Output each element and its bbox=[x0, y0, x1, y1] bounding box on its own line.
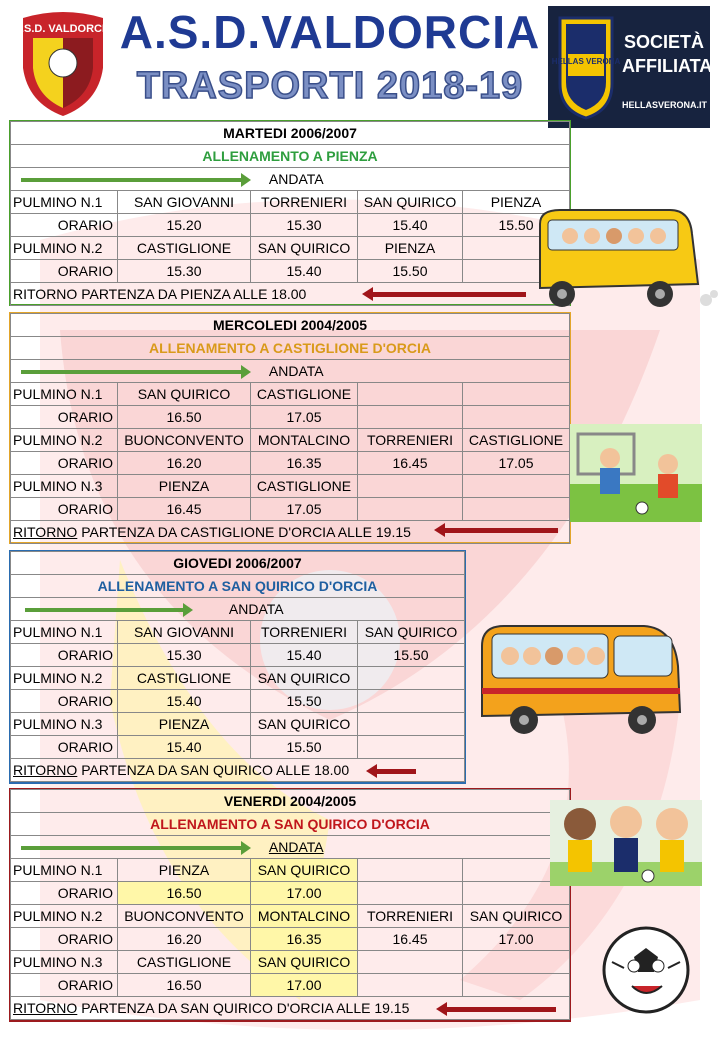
row-label: PULMINO N.3 bbox=[11, 951, 118, 974]
day-header: MARTEDI 2006/2007 bbox=[11, 122, 570, 145]
time-cell bbox=[358, 690, 465, 713]
row-label: PULMINO N.3 bbox=[11, 475, 118, 498]
schedule-table-tuesday bbox=[10, 121, 570, 306]
stop-cell: SAN QUIRICO bbox=[358, 191, 463, 214]
schedule-table-wednesday bbox=[10, 313, 570, 544]
kids-soccer-illustration bbox=[570, 424, 702, 522]
row-label: PULMINO N.2 bbox=[11, 237, 118, 260]
time-cell: 15.40 bbox=[118, 690, 251, 713]
stop-cell: TORRENIERI bbox=[358, 429, 463, 452]
time-cell bbox=[358, 406, 463, 429]
time-cell: 16.45 bbox=[118, 498, 251, 521]
stop-cell: CASTIGLIONE bbox=[251, 475, 358, 498]
time-cell: 16.50 bbox=[118, 406, 251, 429]
yellow-bus-illustration bbox=[530, 204, 718, 316]
time-cell bbox=[358, 882, 463, 905]
stop-cell: CASTIGLIONE bbox=[118, 667, 251, 690]
row-label: ORARIO bbox=[11, 928, 118, 951]
stop-cell: CASTIGLIONE bbox=[118, 951, 251, 974]
hellas-verona-badge bbox=[548, 6, 713, 128]
time-cell: 16.35 bbox=[251, 452, 358, 475]
stop-cell: MONTALCINO bbox=[251, 429, 358, 452]
orange-bus-illustration bbox=[474, 616, 688, 740]
stop-cell: PIENZA bbox=[118, 859, 251, 882]
stop-cell: PIENZA bbox=[118, 475, 251, 498]
stop-cell: SAN QUIRICO bbox=[251, 951, 358, 974]
schedule-table-thursday bbox=[10, 551, 465, 782]
stop-cell: SAN QUIRICO bbox=[251, 859, 358, 882]
row-label: PULMINO N.1 bbox=[11, 621, 118, 644]
andata-label: ANDATA bbox=[228, 601, 284, 617]
row-label: ORARIO bbox=[11, 690, 118, 713]
badge-site: HELLASVERONA.IT bbox=[622, 100, 708, 110]
stop-cell bbox=[358, 859, 463, 882]
stop-cell: SAN QUIRICO bbox=[463, 905, 570, 928]
time-cell: 16.35 bbox=[251, 928, 358, 951]
club-logo-text: A.S.D. VALDORCIA bbox=[12, 23, 114, 35]
time-cell: 15.40 bbox=[251, 644, 358, 667]
ritorno-rest: PARTENZA DA CASTIGLIONE D'ORCIA ALLE 19.15 bbox=[77, 524, 411, 540]
time-cell bbox=[358, 736, 465, 759]
time-cell: 17.05 bbox=[463, 452, 570, 475]
time-cell: 17.00 bbox=[463, 928, 570, 951]
stop-cell: PIENZA bbox=[118, 713, 251, 736]
ritorno-text: RITORNO PARTENZA DA PIENZA ALLE 18.00 bbox=[13, 286, 307, 302]
time-cell: 16.50 bbox=[118, 882, 251, 905]
day-header: MERCOLEDI 2004/2005 bbox=[11, 314, 570, 337]
stop-cell bbox=[463, 383, 570, 406]
andata-label: ANDATA bbox=[268, 171, 324, 187]
players-illustration bbox=[550, 800, 702, 886]
stop-cell bbox=[463, 951, 570, 974]
training-header: ALLENAMENTO A SAN QUIRICO D'ORCIA bbox=[11, 813, 570, 836]
stop-cell: CASTIGLIONE bbox=[463, 429, 570, 452]
time-cell: 17.05 bbox=[251, 498, 358, 521]
time-cell: 16.45 bbox=[358, 452, 463, 475]
stop-cell: MONTALCINO bbox=[251, 905, 358, 928]
stop-cell bbox=[358, 383, 463, 406]
training-header: ALLENAMENTO A PIENZA bbox=[11, 145, 570, 168]
stop-cell: TORRENIERI bbox=[251, 621, 358, 644]
badge-line1: SOCIETÀ bbox=[623, 32, 704, 52]
stop-cell: TORRENIERI bbox=[251, 191, 358, 214]
stop-cell bbox=[358, 713, 465, 736]
time-cell: 15.50 bbox=[358, 260, 463, 283]
stop-cell bbox=[358, 667, 465, 690]
ritorno-rest: PARTENZA DA SAN QUIRICO ALLE 18.00 bbox=[77, 762, 350, 778]
time-cell bbox=[463, 974, 570, 997]
stop-cell bbox=[358, 475, 463, 498]
time-cell: 15.20 bbox=[118, 214, 251, 237]
time-cell: 16.50 bbox=[118, 974, 251, 997]
row-label: PULMINO N.2 bbox=[11, 429, 118, 452]
stop-cell: CASTIGLIONE bbox=[251, 383, 358, 406]
ritorno-rest: PARTENZA DA SAN QUIRICO D'ORCIA ALLE 19.15 bbox=[77, 1000, 410, 1016]
row-label: PULMINO N.2 bbox=[11, 667, 118, 690]
ritorno-underline: RITORNO bbox=[13, 762, 78, 778]
time-cell: 15.50 bbox=[358, 644, 465, 667]
stop-cell: SAN QUIRICO bbox=[251, 667, 358, 690]
time-cell: 15.40 bbox=[118, 736, 251, 759]
row-label: PULMINO N.1 bbox=[11, 191, 118, 214]
row-label: PULMINO N.2 bbox=[11, 905, 118, 928]
stop-cell: PIENZA bbox=[463, 191, 570, 214]
stop-cell: TORRENIERI bbox=[358, 905, 463, 928]
time-cell: 15.30 bbox=[251, 214, 358, 237]
stop-cell bbox=[358, 951, 463, 974]
row-label: ORARIO bbox=[11, 974, 118, 997]
ritorno-underline: RITORNO bbox=[13, 1000, 78, 1016]
page-subtitle: TRASPORTI 2018-19 bbox=[136, 65, 524, 107]
stop-cell: SAN GIOVANNI bbox=[118, 621, 251, 644]
time-cell: 17.00 bbox=[251, 882, 358, 905]
training-header: ALLENAMENTO A CASTIGLIONE D'ORCIA bbox=[11, 337, 570, 360]
row-label: ORARIO bbox=[11, 736, 118, 759]
hellas-verona-shield-icon bbox=[551, 14, 621, 120]
badge-line2: AFFILIATA bbox=[622, 56, 713, 76]
time-cell bbox=[358, 498, 463, 521]
day-header: VENERDI 2004/2005 bbox=[11, 790, 570, 813]
stop-cell: BUONCONVENTO bbox=[118, 429, 251, 452]
time-cell bbox=[463, 498, 570, 521]
time-cell: 16.45 bbox=[358, 928, 463, 951]
row-label: PULMINO N.3 bbox=[11, 713, 118, 736]
ritorno-arrow-icon bbox=[376, 769, 416, 774]
andata-arrow-icon bbox=[21, 846, 243, 850]
ritorno-arrow-icon bbox=[372, 292, 526, 297]
row-label: PULMINO N.1 bbox=[11, 383, 118, 406]
ritorno-arrow-icon bbox=[446, 1007, 556, 1012]
time-cell: 15.50 bbox=[463, 214, 570, 237]
andata-arrow-icon bbox=[21, 178, 243, 182]
stop-cell: SAN QUIRICO bbox=[118, 383, 251, 406]
time-cell: 15.40 bbox=[251, 260, 358, 283]
stop-cell: SAN QUIRICO bbox=[251, 237, 358, 260]
row-label: ORARIO bbox=[11, 882, 118, 905]
andata-label: ANDATA bbox=[268, 363, 324, 379]
page-title: A.S.D.VALDORCIA bbox=[119, 6, 541, 58]
stop-cell: SAN GIOVANNI bbox=[118, 191, 251, 214]
stop-cell: BUONCONVENTO bbox=[118, 905, 251, 928]
row-label: ORARIO bbox=[11, 452, 118, 475]
andata-label: ANDATA bbox=[268, 839, 324, 855]
time-cell bbox=[358, 974, 463, 997]
time-cell: 16.20 bbox=[118, 452, 251, 475]
stop-cell: PIENZA bbox=[358, 237, 463, 260]
stop-cell bbox=[463, 475, 570, 498]
time-cell: 15.30 bbox=[118, 644, 251, 667]
time-cell: 15.50 bbox=[251, 736, 358, 759]
andata-arrow-icon bbox=[21, 370, 243, 374]
time-cell: 15.30 bbox=[118, 260, 251, 283]
row-label: ORARIO bbox=[11, 214, 118, 237]
time-cell: 17.05 bbox=[251, 406, 358, 429]
training-header: ALLENAMENTO A SAN QUIRICO D'ORCIA bbox=[11, 575, 465, 598]
soccer-ball-mascot-illustration bbox=[598, 922, 694, 1018]
time-cell: 15.50 bbox=[251, 690, 358, 713]
stop-cell: SAN QUIRICO bbox=[358, 621, 465, 644]
stop-cell: CASTIGLIONE bbox=[118, 237, 251, 260]
club-logo bbox=[12, 8, 114, 118]
andata-arrow-icon bbox=[25, 608, 185, 612]
row-label: ORARIO bbox=[11, 498, 118, 521]
time-cell: 15.40 bbox=[358, 214, 463, 237]
row-label: ORARIO bbox=[11, 260, 118, 283]
row-label: PULMINO N.1 bbox=[11, 859, 118, 882]
stop-cell: SAN QUIRICO bbox=[251, 713, 358, 736]
ritorno-arrow-icon bbox=[444, 528, 558, 533]
day-header: GIOVEDI 2006/2007 bbox=[11, 552, 465, 575]
ritorno-underline: RITORNO bbox=[13, 524, 78, 540]
row-label: ORARIO bbox=[11, 644, 118, 667]
time-cell: 17.00 bbox=[251, 974, 358, 997]
time-cell: 16.20 bbox=[118, 928, 251, 951]
schedule-table-friday bbox=[10, 789, 570, 1020]
row-label: ORARIO bbox=[11, 406, 118, 429]
time-cell bbox=[463, 406, 570, 429]
hellas-verona-club-name: HELLAS VERONA bbox=[551, 57, 621, 66]
